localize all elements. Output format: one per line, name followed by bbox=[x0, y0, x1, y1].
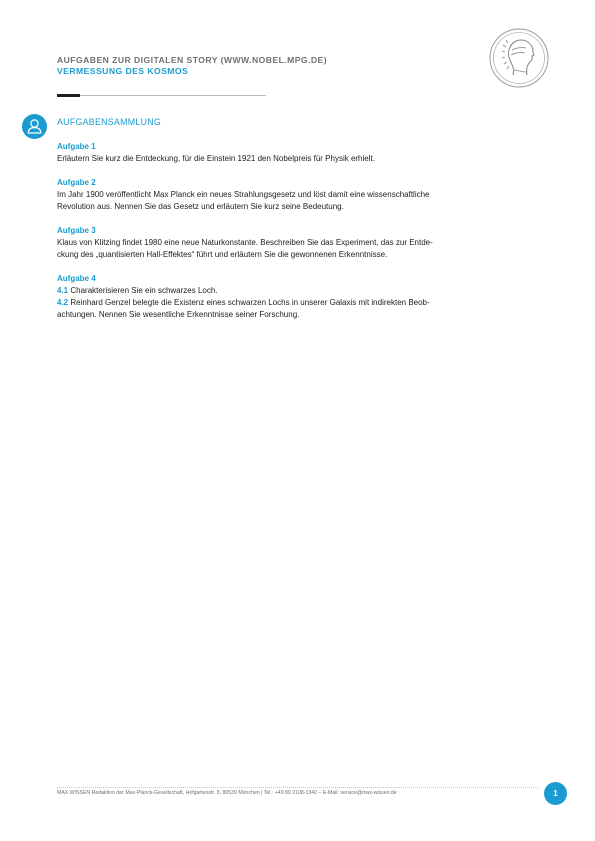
subtask-text-line: achtungen. Nennen Sie wesentliche Erkenntnisse seiner Forschung. bbox=[57, 310, 300, 319]
page-number: 1 bbox=[544, 782, 567, 805]
subtask-number: 4.1 bbox=[57, 286, 69, 295]
task-text-line: Im Jahr 1900 veröffentlicht Max Planck ein neues Strahlungsgesetz und löst damit eine wissenschaftliche bbox=[57, 190, 430, 199]
header-rule-accent bbox=[57, 94, 80, 97]
header-rule bbox=[80, 95, 266, 96]
minerva-logo-icon bbox=[489, 28, 549, 88]
task-text-line: Klaus von Klitzing findet 1980 eine neue Naturkonstante. Beschreiben Sie das Experiment, das zur Entde- bbox=[57, 238, 433, 247]
person-icon bbox=[22, 114, 47, 139]
task-text-line: Erläutern Sie kurz die Entdeckung, für die Einstein 1921 den Nobelpreis für Physik erhielt. bbox=[57, 154, 375, 163]
subtask-text: Charakterisieren Sie ein schwarzes Loch. bbox=[70, 286, 218, 295]
task-title: Aufgabe 1 bbox=[57, 142, 96, 151]
task-title: Aufgabe 3 bbox=[57, 226, 96, 235]
footer-text: MAX WISSEN Redaktion der Max-Planck-Gesellschaft, Hofgartenstr. 8, 80539 München | Tel.: +49 89 2108-1342 – E-Mail: service@max-wissen.de bbox=[57, 790, 397, 796]
task-title: Aufgabe 2 bbox=[57, 178, 96, 187]
header-title: AUFGABEN ZUR DIGITALEN STORY (WWW.NOBEL.MPG.DE) bbox=[57, 55, 328, 65]
task-text-line: Revolution aus. Nennen Sie das Gesetz und erläutern Sie kurz seine Bedeutung. bbox=[57, 202, 344, 211]
subtask-4-1 bbox=[57, 285, 507, 297]
task-text-line: ckung des „quantisierten Hall-Effektes“ führt und erläutern Sie die gewonnenen Erkenntnisse. bbox=[57, 250, 388, 259]
subtask-text: Reinhard Genzel belegte die Existenz eines schwarzen Lochs in unserer Galaxis mit indirekten Beob- bbox=[70, 298, 430, 307]
section-title: AUFGABENSAMMLUNG bbox=[57, 117, 162, 127]
header-subtitle: VERMESSUNG DES KOSMOS bbox=[57, 66, 189, 76]
footer-divider bbox=[57, 787, 538, 788]
task-1 bbox=[57, 141, 507, 165]
task-title: Aufgabe 4 bbox=[57, 274, 96, 283]
subtask-4-2 bbox=[57, 297, 507, 309]
task-4 bbox=[57, 273, 507, 321]
task-2 bbox=[57, 177, 507, 213]
subtask-number: 4.2 bbox=[57, 298, 69, 307]
task-3 bbox=[57, 225, 507, 261]
